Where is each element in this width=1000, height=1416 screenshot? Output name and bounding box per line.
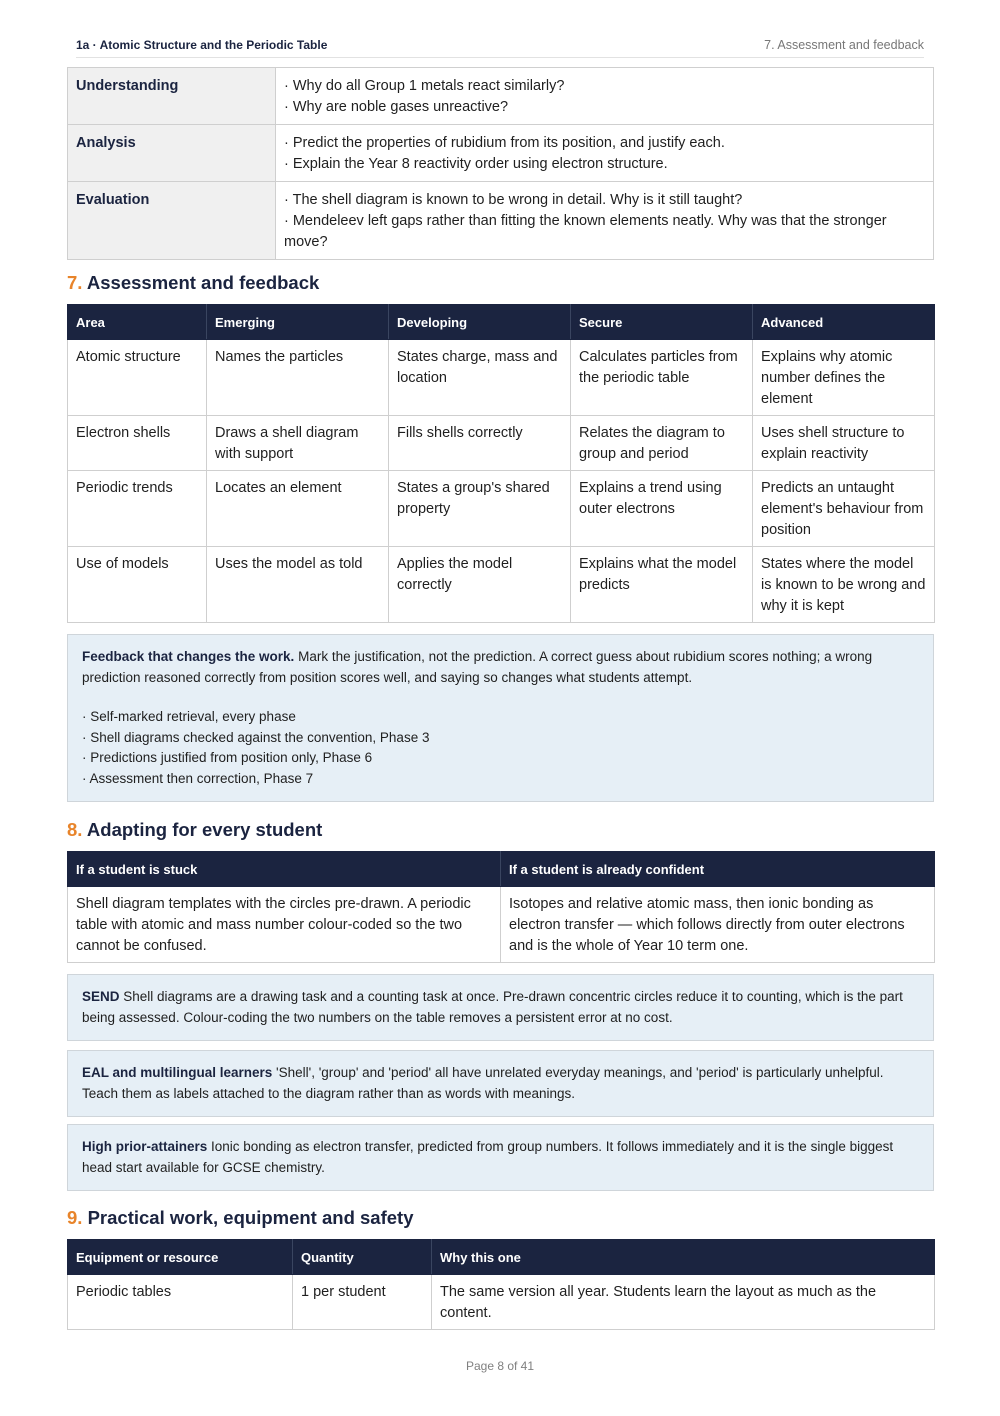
column-header: Equipment or resource (68, 1240, 293, 1275)
column-header: If a student is already confident (501, 852, 935, 887)
table-cell: Explains a trend using outer electrons (571, 471, 753, 547)
callout-paragraph (82, 1063, 919, 1104)
question-item: · Why do all Group 1 metals react similarly? (284, 78, 565, 94)
table-cell: States a group's shared property (389, 471, 571, 547)
table-cell: Draws a shell diagram with support (207, 416, 389, 471)
callout-text: Mark the justification, not the prediction. A correct guess about rubidium scores nothing; a wrong prediction reasoned correctly from position scores well, and saying so changes what students attempt. (82, 649, 873, 685)
table-row (68, 416, 935, 471)
feedback-list (82, 707, 919, 789)
table-cell: Explains why atomic number defines the element (753, 340, 935, 416)
list-item: · Self-marked retrieval, every phase (82, 709, 296, 724)
questions-table (67, 67, 934, 260)
list-item: · Predictions justified from position only, Phase 6 (82, 750, 373, 765)
table-cell: Predicts an untaught element's behaviour from position (753, 471, 935, 547)
column-header: Area (68, 305, 207, 340)
question-label: Analysis (68, 125, 276, 182)
table-row (68, 887, 935, 963)
table-cell: The same version all year. Students learn the layout as much as the content. (432, 1275, 935, 1330)
table-row (68, 68, 934, 125)
callout-text: 'Shell', 'group' and 'period' all have unrelated everyday meanings, and 'period' is particularly unhelpful. Teach them as labels attached to the diagram rather than as words with meanings. (82, 1065, 884, 1101)
callout-text: Shell diagrams are a drawing task and a counting task at once. Pre-drawn concentric circles reduce it to counting, which is the part being assessed. Colour-coding the two numbers on the table removes a persistent error at no cost. (82, 989, 903, 1025)
table-cell: Applies the model correctly (389, 547, 571, 623)
question-item: · The shell diagram is known to be wrong in detail. Why is it still taught? (284, 192, 743, 208)
table-header-row (68, 852, 935, 887)
column-header: Why this one (432, 1240, 935, 1275)
document-title: 1a · Atomic Structure and the Periodic Table (76, 38, 328, 52)
callout-paragraph (82, 987, 919, 1028)
table-row (68, 340, 935, 416)
question-cell (276, 125, 934, 182)
question-label: Evaluation (68, 182, 276, 260)
callout-title: Feedback that changes the work. (82, 649, 295, 664)
callout-text: Ionic bonding as electron transfer, predicted from group numbers. It follows immediately and it is the single biggest head start available for GCSE chemistry. (82, 1139, 894, 1175)
callout-paragraph (82, 647, 919, 688)
table-cell: Fills shells correctly (389, 416, 571, 471)
table-cell: Electron shells (68, 416, 207, 471)
table-cell: Names the particles (207, 340, 389, 416)
eal-callout (67, 1050, 934, 1117)
table-cell: Atomic structure (68, 340, 207, 416)
table-row (68, 1275, 935, 1330)
column-header: If a student is stuck (68, 852, 501, 887)
question-item: · Explain the Year 8 reactivity order using electron structure. (284, 156, 668, 172)
section-number: 8. (67, 819, 83, 840)
section-indicator: 7. Assessment and feedback (764, 38, 924, 52)
section-number: 9. (67, 1207, 83, 1228)
section-title: Practical work, equipment and safety (87, 1207, 414, 1228)
column-header: Developing (389, 305, 571, 340)
high-attainers-callout (67, 1124, 934, 1191)
question-cell (276, 68, 934, 125)
column-header: Advanced (753, 305, 935, 340)
table-row (68, 471, 935, 547)
table-cell: Isotopes and relative atomic mass, then ionic bonding as electron transfer — which follows directly from outer electrons and is the whole of Year 10 term one. (501, 887, 935, 963)
table-cell: Explains what the model predicts (571, 547, 753, 623)
page-number: Page 8 of 41 (465, 1359, 535, 1373)
table-cell: Relates the diagram to group and period (571, 416, 753, 471)
section-heading (67, 819, 322, 841)
question-cell (276, 182, 934, 260)
callout-paragraph (82, 1137, 919, 1178)
question-item: · Mendeleev left gaps rather than fitting the known elements neatly. Why was that the stronger move? (284, 213, 887, 250)
callout-title: SEND (82, 989, 120, 1004)
table-header-row (68, 1240, 935, 1275)
send-callout (67, 974, 934, 1041)
table-row (68, 182, 934, 260)
table-header-row (68, 305, 935, 340)
section-title: Adapting for every student (86, 819, 323, 840)
assessment-table (67, 304, 935, 623)
table-cell: Locates an element (207, 471, 389, 547)
column-header: Secure (571, 305, 753, 340)
running-header (76, 38, 924, 58)
question-item: · Why are noble gases unreactive? (284, 99, 509, 115)
table-cell: Uses the model as told (207, 547, 389, 623)
section-title: Assessment and feedback (86, 272, 320, 293)
table-row (68, 125, 934, 182)
table-cell: Periodic trends (68, 471, 207, 547)
equipment-table (67, 1239, 935, 1330)
question-label: Understanding (68, 68, 276, 125)
section-number: 7. (67, 272, 83, 293)
list-item: · Shell diagrams checked against the convention, Phase 3 (82, 729, 430, 745)
table-cell: 1 per student (293, 1275, 432, 1330)
table-cell: States charge, mass and location (389, 340, 571, 416)
adaptation-table (67, 851, 935, 963)
table-cell: States where the model is known to be wrong and why it is kept (753, 547, 935, 623)
column-header: Quantity (293, 1240, 432, 1275)
table-cell: Use of models (68, 547, 207, 623)
section-heading (67, 272, 319, 294)
table-row (68, 547, 935, 623)
section-heading (67, 1207, 414, 1229)
table-cell: Uses shell structure to explain reactivity (753, 416, 935, 471)
callout-title: High prior-attainers (82, 1139, 208, 1154)
feedback-callout (67, 634, 934, 802)
callout-title: EAL and multilingual learners (82, 1065, 273, 1080)
table-cell: Calculates particles from the periodic table (571, 340, 753, 416)
question-item: · Predict the properties of rubidium from its position, and justify each. (284, 135, 725, 151)
table-cell: Shell diagram templates with the circles pre-drawn. A periodic table with atomic and mass number colour-coded so the two cannot be confused. (68, 887, 501, 963)
column-header: Emerging (207, 305, 389, 340)
table-cell: Periodic tables (68, 1275, 293, 1330)
list-item: · Assessment then correction, Phase 7 (82, 770, 314, 786)
